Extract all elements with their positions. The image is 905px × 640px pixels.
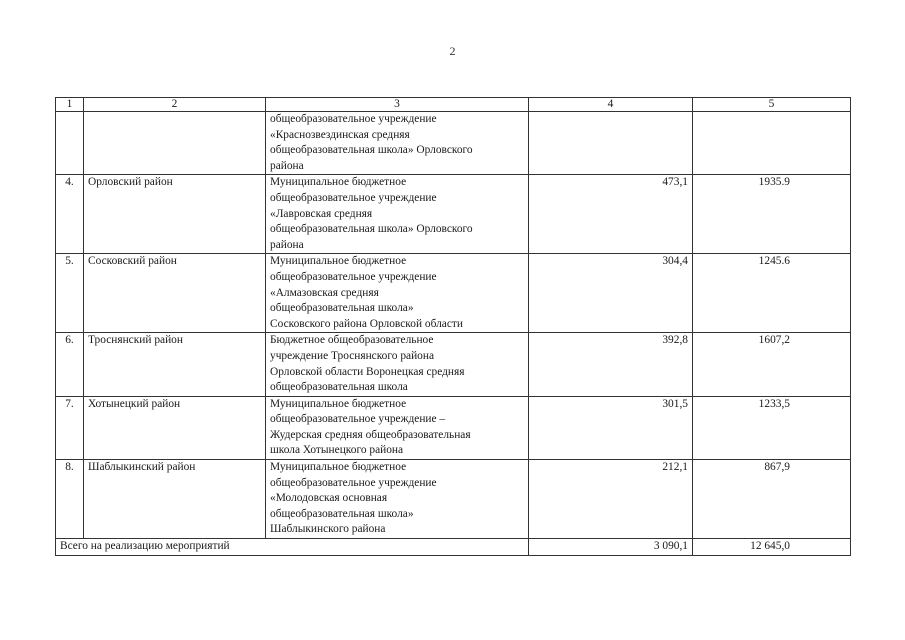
district-cell: Троснянский район bbox=[84, 333, 266, 396]
row-number-cell: 5. bbox=[56, 254, 84, 333]
page-number: 2 bbox=[449, 44, 456, 58]
value-col5-cell: 867,9 bbox=[693, 460, 851, 539]
table-row-continuation bbox=[56, 112, 851, 175]
value-col4-cell bbox=[529, 112, 693, 175]
value-col4-cell: 473,1 bbox=[529, 175, 693, 254]
value-col5-cell: 1607,2 bbox=[693, 333, 851, 396]
table-row bbox=[56, 460, 851, 539]
table-row bbox=[56, 175, 851, 254]
district-cell: Орловский район bbox=[84, 175, 266, 254]
value-col5-cell: 1233,5 bbox=[693, 396, 851, 459]
value-col5-cell bbox=[693, 112, 851, 175]
row-number-cell: 6. bbox=[56, 333, 84, 396]
total-value-col5: 12 645,0 bbox=[693, 539, 851, 556]
district-cell: Хотынецкий район bbox=[84, 396, 266, 459]
funding-table bbox=[55, 97, 851, 556]
value-col4-cell: 392,8 bbox=[529, 333, 693, 396]
table-total-row bbox=[56, 539, 851, 556]
total-label: Всего на реализацию мероприятий bbox=[56, 539, 529, 556]
institution-cell: общеобразовательное учреждение «Краснозвездинская средняя общеобразовательная школа» Орловского района bbox=[266, 112, 529, 175]
row-number-cell: 4. bbox=[56, 175, 84, 254]
institution-cell: Муниципальное бюджетное общеобразовательное учреждение «Алмазовская средняя общеобразовательная школа» Сосковского района Орловской области bbox=[266, 254, 529, 333]
header-col-4: 4 bbox=[529, 98, 693, 112]
value-col5-cell: 1935.9 bbox=[693, 175, 851, 254]
district-cell: Сосковский район bbox=[84, 254, 266, 333]
institution-cell: Муниципальное бюджетное общеобразовательное учреждение «Лавровская средняя общеобразовательная школа» Орловского района bbox=[266, 175, 529, 254]
district-cell: Шаблыкинский район bbox=[84, 460, 266, 539]
table-row bbox=[56, 333, 851, 396]
table-row bbox=[56, 254, 851, 333]
value-col4-cell: 212,1 bbox=[529, 460, 693, 539]
value-col4-cell: 301,5 bbox=[529, 396, 693, 459]
value-col5-cell: 1245.6 bbox=[693, 254, 851, 333]
district-cell bbox=[84, 112, 266, 175]
institution-cell: Муниципальное бюджетное общеобразовательное учреждение – Жудерская средняя общеобразовательная школа Хотынецкого района bbox=[266, 396, 529, 459]
table-header-row bbox=[56, 98, 851, 112]
row-number-cell bbox=[56, 112, 84, 175]
row-number-cell: 7. bbox=[56, 396, 84, 459]
header-col-2: 2 bbox=[84, 98, 266, 112]
institution-cell: Муниципальное бюджетное общеобразовательное учреждение «Молодовская основная общеобразовательная школа» Шаблыкинского района bbox=[266, 460, 529, 539]
header-col-3: 3 bbox=[266, 98, 529, 112]
value-col4-cell: 304,4 bbox=[529, 254, 693, 333]
institution-cell: Бюджетное общеобразовательное учреждение Троснянского района Орловской области Воронецкая средняя общеобразовательная школа bbox=[266, 333, 529, 396]
total-value-col4: 3 090,1 bbox=[529, 539, 693, 556]
table-row bbox=[56, 396, 851, 459]
row-number-cell: 8. bbox=[56, 460, 84, 539]
header-col-5: 5 bbox=[693, 98, 851, 112]
header-col-1: 1 bbox=[56, 98, 84, 112]
